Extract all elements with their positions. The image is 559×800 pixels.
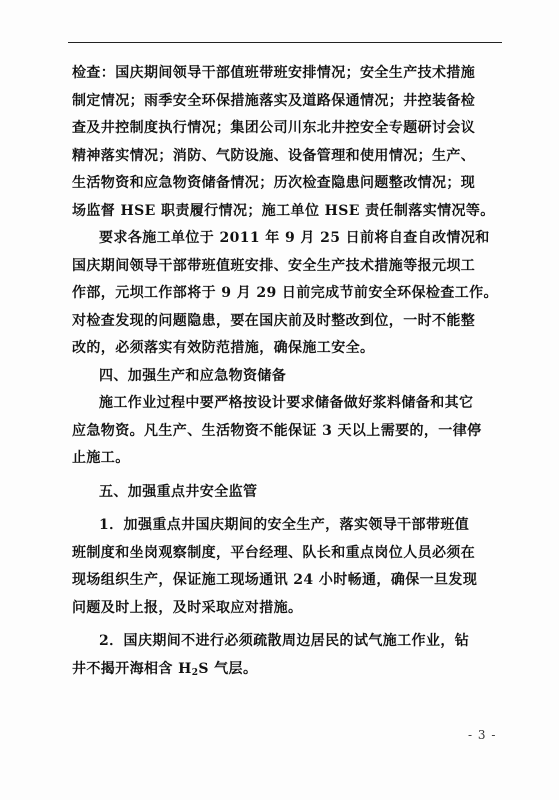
body-line: 对检查发现的问题隐患，要在国庆前及时整改到位，一时不能整 [72,312,476,329]
body-line: 2．国庆期间不进行必须疏散周边居民的试气施工作业，钻 [99,633,470,649]
header-rule [68,42,502,43]
page-number: - 3 - [468,728,497,742]
section-heading-four: 四、加强生产和应急物资储备 [99,367,287,384]
body-line: 国庆期间领导干部带班值班安排、安全生产技术措施等报元坝工 [72,257,476,274]
body-line: 止施工。 [72,450,130,466]
body-line: 检查：国庆期间领导干部值班带班安排情况；安全生产技术措施 [72,65,476,81]
body-line: 施工作业过程中要严格按设计要求储备做好浆料储备和其它 [99,395,474,411]
formula-suffix: S 气层。 [198,660,258,677]
body-line: 制定情况；雨季安全环保措施落实及道路保通情况；井控装备检 [72,92,476,109]
body-line: 精神落实情况；消防、气防设施、设备管理和使用情况；生产、 [72,147,476,164]
body-line: 现场组织生产，保证施工现场通讯 24 小时畅通，确保一旦发现 [72,572,478,588]
document-body [72,60,502,683]
body-line: 改的，必须落实有效防范措施，确保施工安全。 [72,340,375,356]
body-line: 应急物资。凡生产、生活物资不能保证 3 天以上需要的，一律停 [72,422,482,439]
section-heading-five: 五、加强重点井安全监管 [99,483,258,500]
body-line-chemical-formula [72,656,502,684]
body-line: 问题及时上报，及时采取应对措施。 [72,599,303,616]
body-line: 班制度和坐岗观察制度，平台经理、队长和重点岗位人员必须在 [72,544,476,561]
body-line: 生活物资和应急物资储备情况；历次检查隐患问题整改情况；现 [72,175,476,191]
body-line: 1．加强重点井国庆期间的安全生产，落实领导干部带班值 [99,517,470,533]
formula-prefix: 井不揭开海相含 H [72,660,192,677]
formula-subscript: 2 [191,667,199,678]
body-line: 场监督 HSE 职责履行情况；施工单位 HSE 责任制落实情况等。 [72,202,495,219]
body-line: 查及井控制度执行情况；集团公司川东北井控安全专题研讨会议 [72,120,476,136]
body-line: 要求各施工单位于 2011 年 9 月 25 日前将自查自改情况和 [99,230,490,246]
body-line: 作部，元坝工作部将于 9 月 29 日前完成节前安全环保检查工作。 [72,285,498,301]
